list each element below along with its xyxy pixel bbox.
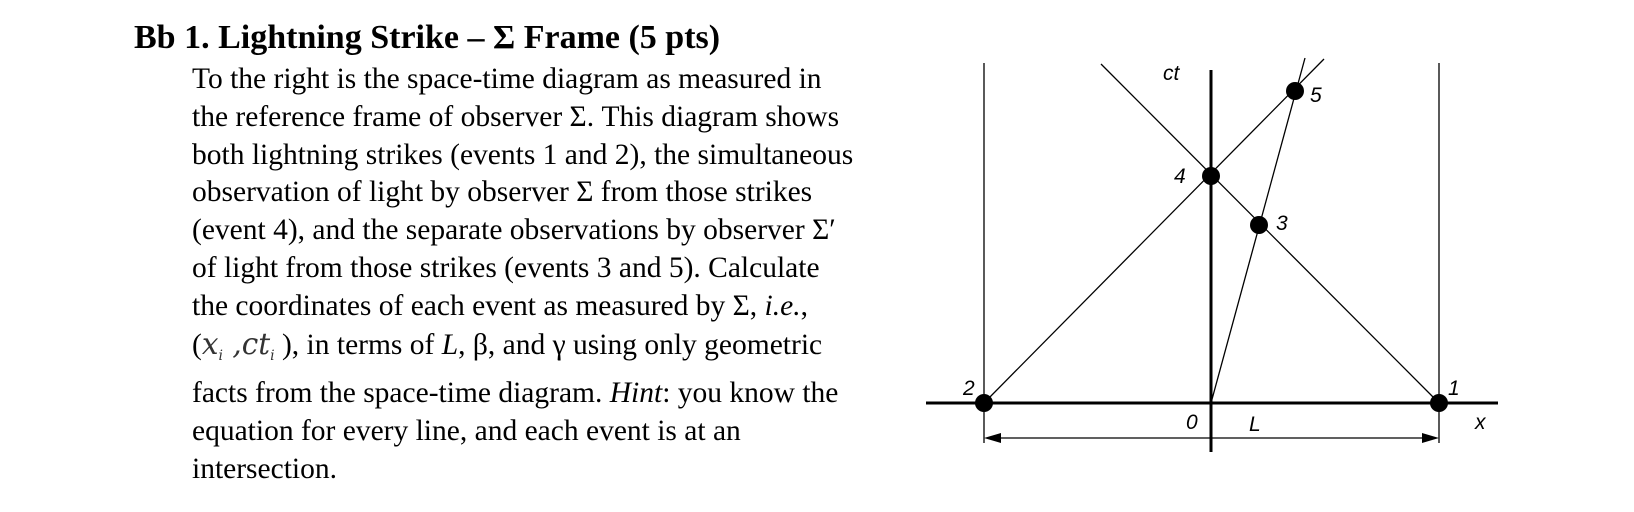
body-line-8 — [192, 326, 932, 376]
event-1-label: 1 — [1448, 377, 1460, 400]
coordinate-x-symbol: x — [201, 326, 219, 361]
ie-italic: i.e. — [764, 289, 801, 322]
ct-axis-label: ct — [1163, 62, 1180, 85]
event-3-marker — [1250, 216, 1268, 234]
body-line-3: both lightning strikes (events 1 and 2), the simultaneous — [192, 138, 854, 171]
problem-heading: Bb 1. Lightning Strike – Σ Frame (5 pts) — [134, 19, 721, 56]
body-line-9-text: facts from the space-time diagram. — [192, 377, 610, 410]
coordinate-separator: , — [222, 326, 242, 361]
coordinate-ct — [241, 326, 275, 364]
event-2-marker — [975, 394, 993, 412]
body-line-9-text-end: : you know the — [662, 377, 839, 410]
event-1-marker — [1430, 394, 1448, 412]
coordinate-ct-subscript: i — [270, 347, 275, 364]
body-line-11: intersection. — [192, 452, 337, 485]
x-axis-label: x — [1475, 411, 1486, 434]
coordinate-close-paren: ) — [274, 328, 292, 361]
body-line-8-text-end: , β, and γ using only geometric — [458, 328, 823, 361]
body-line-4: observation of light by observer Σ from those strikes — [192, 176, 813, 209]
spacetime-diagram — [920, 55, 1510, 455]
event-4-label: 4 — [1174, 165, 1186, 188]
hint-italic: Hint — [609, 377, 663, 410]
event-2-label: 2 — [963, 377, 975, 400]
body-line-7 — [192, 288, 932, 326]
body-line-7-comma: , — [800, 289, 808, 322]
coordinate-open-paren: ( — [192, 328, 202, 361]
light-ray-from-event-2 — [984, 59, 1324, 403]
coordinate-x — [201, 326, 223, 364]
length-label: L — [1249, 413, 1261, 436]
body-line-8-text: , in terms of — [291, 328, 442, 361]
event-4-marker — [1202, 167, 1220, 185]
event-5-label: 5 — [1310, 84, 1322, 107]
body-line-7-text: the coordinates of each event as measured by Σ, — [192, 289, 765, 322]
body-line-1: To the right is the space-time diagram as measured in — [192, 63, 822, 95]
body-line-10: equation for every line, and each event is at an — [192, 415, 741, 448]
body-line-6: of light from those strikes (events 3 and 5). Calculate — [192, 251, 820, 284]
dimension-arrowhead-right — [1422, 433, 1439, 443]
problem-body — [192, 61, 932, 489]
coordinate-x-subscript: i — [218, 347, 223, 364]
event-3-label: 3 — [1276, 212, 1288, 235]
body-line-9 — [192, 375, 932, 413]
body-line-2: the reference frame of observer Σ. This diagram shows — [192, 100, 840, 133]
body-line-5: (event 4), and the separate observations by observer Σ′ — [192, 214, 836, 247]
length-symbol: L — [441, 328, 459, 361]
coordinate-ct-symbol: ct — [241, 326, 271, 361]
origin-label: 0 — [1186, 411, 1198, 434]
event-5-marker — [1286, 82, 1304, 100]
dimension-arrowhead-left — [984, 433, 1001, 443]
